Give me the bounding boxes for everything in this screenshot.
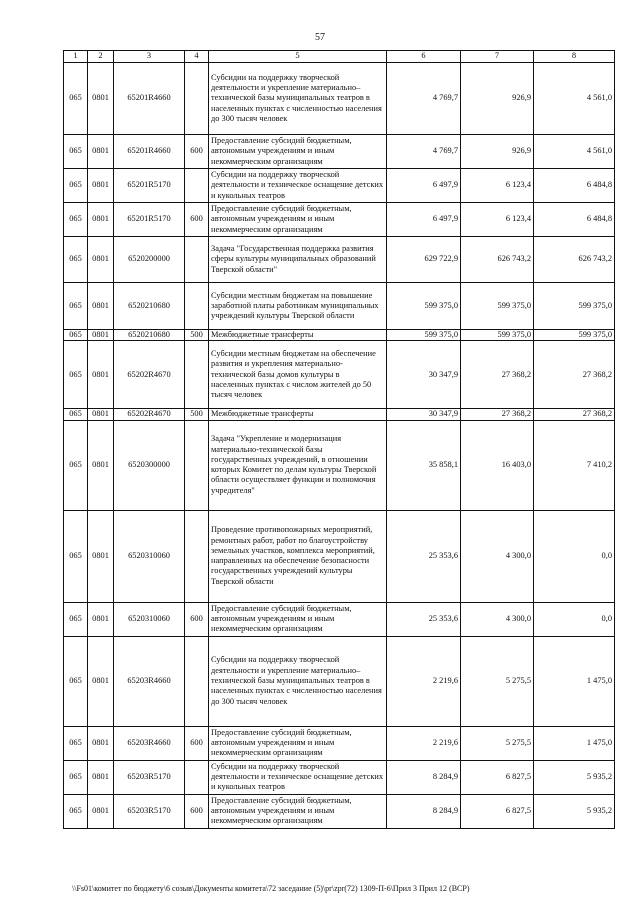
description-cell: Предоставление субсидий бюджетным, автономным учреждениям и иным некоммерческим организациям (209, 794, 387, 828)
amount-year-3-cell: 6 484,8 (534, 169, 615, 203)
section-code-cell: 0801 (88, 237, 114, 283)
target-article-cell: 65202R4670 (114, 341, 185, 409)
target-article-cell: 6520300000 (114, 420, 185, 510)
amount-year-1-cell: 4 769,7 (387, 63, 461, 135)
expense-type-cell: 500 (185, 409, 209, 420)
expense-type-cell: 600 (185, 135, 209, 169)
amount-year-2-cell: 27 368,2 (461, 341, 534, 409)
section-code-cell: 0801 (88, 283, 114, 330)
amount-year-3-cell: 1 475,0 (534, 636, 615, 726)
header-row (64, 51, 615, 63)
amount-year-1-cell: 30 347,9 (387, 409, 461, 420)
amount-year-3-cell: 4 561,0 (534, 63, 615, 135)
description-cell: Субсидии на поддержку творческой деятельности и техническое оснащение детских и кукольных театров (209, 169, 387, 203)
amount-year-3-cell: 599 375,0 (534, 283, 615, 330)
amount-year-3-cell: 0,0 (534, 602, 615, 636)
table-row (64, 330, 615, 341)
column-header-8: 8 (534, 51, 615, 63)
target-article-cell: 65201R5170 (114, 169, 185, 203)
expense-type-cell (185, 636, 209, 726)
expense-type-cell (185, 237, 209, 283)
amount-year-2-cell: 926,9 (461, 63, 534, 135)
section-code-cell: 0801 (88, 760, 114, 794)
section-code-cell: 0801 (88, 341, 114, 409)
description-cell: Проведение противопожарных мероприятий, ремонтных работ, работ по благоустройству земельных участков, комплекса мероприятий, направленных на обеспечение безопасности государственных учреждений культуры Тверской области (209, 510, 387, 602)
target-article-cell: 65201R5170 (114, 203, 185, 237)
amount-year-2-cell: 926,9 (461, 135, 534, 169)
expense-type-cell (185, 420, 209, 510)
amount-year-2-cell: 16 403,0 (461, 420, 534, 510)
description-cell: Субсидии на поддержку творческой деятельности и техническое оснащение детских и кукольных театров (209, 760, 387, 794)
ministry-code-cell: 065 (64, 341, 88, 409)
column-header-3: 3 (114, 51, 185, 63)
amount-year-1-cell: 25 353,6 (387, 602, 461, 636)
amount-year-1-cell: 6 497,9 (387, 169, 461, 203)
amount-year-2-cell: 6 123,4 (461, 203, 534, 237)
amount-year-1-cell: 35 858,1 (387, 420, 461, 510)
column-header-4: 4 (185, 51, 209, 63)
amount-year-2-cell: 6 123,4 (461, 169, 534, 203)
section-code-cell: 0801 (88, 330, 114, 341)
amount-year-1-cell: 629 722,9 (387, 237, 461, 283)
description-cell: Предоставление субсидий бюджетным, автономным учреждениям и иным некоммерческим организациям (209, 135, 387, 169)
amount-year-3-cell: 6 484,8 (534, 203, 615, 237)
target-article-cell: 65203R4660 (114, 726, 185, 760)
ministry-code-cell: 065 (64, 330, 88, 341)
table-body (64, 63, 615, 829)
amount-year-2-cell: 6 827,5 (461, 794, 534, 828)
table-row (64, 409, 615, 420)
expense-type-cell (185, 510, 209, 602)
ministry-code-cell: 065 (64, 510, 88, 602)
column-header-6: 6 (387, 51, 461, 63)
expense-type-cell: 600 (185, 203, 209, 237)
ministry-code-cell: 065 (64, 636, 88, 726)
amount-year-1-cell: 25 353,6 (387, 510, 461, 602)
section-code-cell: 0801 (88, 63, 114, 135)
table-row (64, 63, 615, 135)
target-article-cell: 6520210680 (114, 330, 185, 341)
amount-year-3-cell: 1 475,0 (534, 726, 615, 760)
description-cell: Предоставление субсидий бюджетным, автономным учреждениям и иным некоммерческим организациям (209, 602, 387, 636)
expense-type-cell (185, 760, 209, 794)
section-code-cell: 0801 (88, 409, 114, 420)
amount-year-2-cell: 5 275,5 (461, 636, 534, 726)
amount-year-2-cell: 599 375,0 (461, 330, 534, 341)
amount-year-1-cell: 599 375,0 (387, 283, 461, 330)
amount-year-1-cell: 2 219,6 (387, 636, 461, 726)
ministry-code-cell: 065 (64, 409, 88, 420)
description-cell: Субсидии на поддержку творческой деятельности и укрепление материально–технической базы муниципальных театров в населенных пунктах с численностью населения до 300 тысяч человек (209, 636, 387, 726)
amount-year-2-cell: 4 300,0 (461, 602, 534, 636)
description-cell: Задача "Укрепление и модернизация материально-технической базы государственных учреждений, в отношении которых Комитет по делам культуры Тверской области осуществляет функции и полномочия учредителя" (209, 420, 387, 510)
table-row (64, 135, 615, 169)
amount-year-1-cell: 4 769,7 (387, 135, 461, 169)
budget-table (63, 50, 615, 829)
table-row (64, 203, 615, 237)
amount-year-2-cell: 6 827,5 (461, 760, 534, 794)
amount-year-1-cell: 2 219,6 (387, 726, 461, 760)
section-code-cell: 0801 (88, 510, 114, 602)
amount-year-2-cell: 4 300,0 (461, 510, 534, 602)
target-article-cell: 65201R4660 (114, 135, 185, 169)
amount-year-1-cell: 599 375,0 (387, 330, 461, 341)
description-cell: Субсидии на поддержку творческой деятельности и укрепление материально–технической базы муниципальных театров в населенных пунктах с численностью населения до 300 тысяч человек (209, 63, 387, 135)
description-cell: Предоставление субсидий бюджетным, автономным учреждениям и иным некоммерческим организациям (209, 203, 387, 237)
amount-year-3-cell: 5 935,2 (534, 760, 615, 794)
ministry-code-cell: 065 (64, 760, 88, 794)
table-row (64, 283, 615, 330)
column-header-1: 1 (64, 51, 88, 63)
amount-year-1-cell: 6 497,9 (387, 203, 461, 237)
table-row (64, 760, 615, 794)
amount-year-3-cell: 27 368,2 (534, 341, 615, 409)
amount-year-2-cell: 27 368,2 (461, 409, 534, 420)
section-code-cell: 0801 (88, 602, 114, 636)
amount-year-3-cell: 4 561,0 (534, 135, 615, 169)
description-cell: Задача "Государственная поддержка развития сферы культуры муниципальных образований Тверской области" (209, 237, 387, 283)
expense-type-cell: 600 (185, 726, 209, 760)
section-code-cell: 0801 (88, 420, 114, 510)
table-row (64, 169, 615, 203)
section-code-cell: 0801 (88, 636, 114, 726)
description-cell: Межбюджетные трансферты (209, 409, 387, 420)
section-code-cell: 0801 (88, 726, 114, 760)
amount-year-3-cell: 0,0 (534, 510, 615, 602)
target-article-cell: 65203R5170 (114, 794, 185, 828)
ministry-code-cell: 065 (64, 794, 88, 828)
ministry-code-cell: 065 (64, 237, 88, 283)
amount-year-2-cell: 626 743,2 (461, 237, 534, 283)
column-header-5: 5 (209, 51, 387, 63)
amount-year-3-cell: 626 743,2 (534, 237, 615, 283)
section-code-cell: 0801 (88, 169, 114, 203)
table-row (64, 794, 615, 828)
table-row (64, 602, 615, 636)
expense-type-cell (185, 169, 209, 203)
target-article-cell: 65203R4660 (114, 636, 185, 726)
target-article-cell: 6520210680 (114, 283, 185, 330)
amount-year-3-cell: 7 410,2 (534, 420, 615, 510)
section-code-cell: 0801 (88, 794, 114, 828)
file-path-footer: \\Fs01\комитет по бюджету\6 созыв\Документы комитета\72 заседание (5)\pr\zpr(72) 1309-П-6\Прил 3 Прил 12 (ВСР) (72, 884, 470, 893)
table-row (64, 341, 615, 409)
expense-type-cell (185, 283, 209, 330)
table-row (64, 726, 615, 760)
ministry-code-cell: 065 (64, 602, 88, 636)
table-row (64, 420, 615, 510)
table-row (64, 237, 615, 283)
ministry-code-cell: 065 (64, 63, 88, 135)
column-header-7: 7 (461, 51, 534, 63)
description-cell: Субсидии местным бюджетам на повышение заработной платы работникам муниципальных учреждений культуры Тверской области (209, 283, 387, 330)
expense-type-cell: 500 (185, 330, 209, 341)
ministry-code-cell: 065 (64, 203, 88, 237)
amount-year-1-cell: 30 347,9 (387, 341, 461, 409)
ministry-code-cell: 065 (64, 420, 88, 510)
expense-type-cell: 600 (185, 602, 209, 636)
section-code-cell: 0801 (88, 203, 114, 237)
amount-year-2-cell: 599 375,0 (461, 283, 534, 330)
target-article-cell: 6520310060 (114, 510, 185, 602)
ministry-code-cell: 065 (64, 135, 88, 169)
target-article-cell: 65203R5170 (114, 760, 185, 794)
page-number: 57 (315, 32, 325, 43)
description-cell: Предоставление субсидий бюджетным, автономным учреждениям и иным некоммерческим организациям (209, 726, 387, 760)
expense-type-cell: 600 (185, 794, 209, 828)
expense-type-cell (185, 341, 209, 409)
target-article-cell: 6520200000 (114, 237, 185, 283)
column-header-2: 2 (88, 51, 114, 63)
target-article-cell: 6520310060 (114, 602, 185, 636)
target-article-cell: 65201R4660 (114, 63, 185, 135)
target-article-cell: 65202R4670 (114, 409, 185, 420)
amount-year-1-cell: 8 284,9 (387, 794, 461, 828)
amount-year-3-cell: 599 375,0 (534, 330, 615, 341)
amount-year-2-cell: 5 275,5 (461, 726, 534, 760)
section-code-cell: 0801 (88, 135, 114, 169)
amount-year-3-cell: 27 368,2 (534, 409, 615, 420)
description-cell: Межбюджетные трансферты (209, 330, 387, 341)
amount-year-3-cell: 5 935,2 (534, 794, 615, 828)
table-row (64, 636, 615, 726)
ministry-code-cell: 065 (64, 726, 88, 760)
ministry-code-cell: 065 (64, 169, 88, 203)
expense-type-cell (185, 63, 209, 135)
amount-year-1-cell: 8 284,9 (387, 760, 461, 794)
description-cell: Субсидии местным бюджетам на обеспечение развития и укрепления материально-технической базы домов культуры в населенных пунктах с числом жителей до 50 тысяч человек (209, 341, 387, 409)
ministry-code-cell: 065 (64, 283, 88, 330)
table-row (64, 510, 615, 602)
